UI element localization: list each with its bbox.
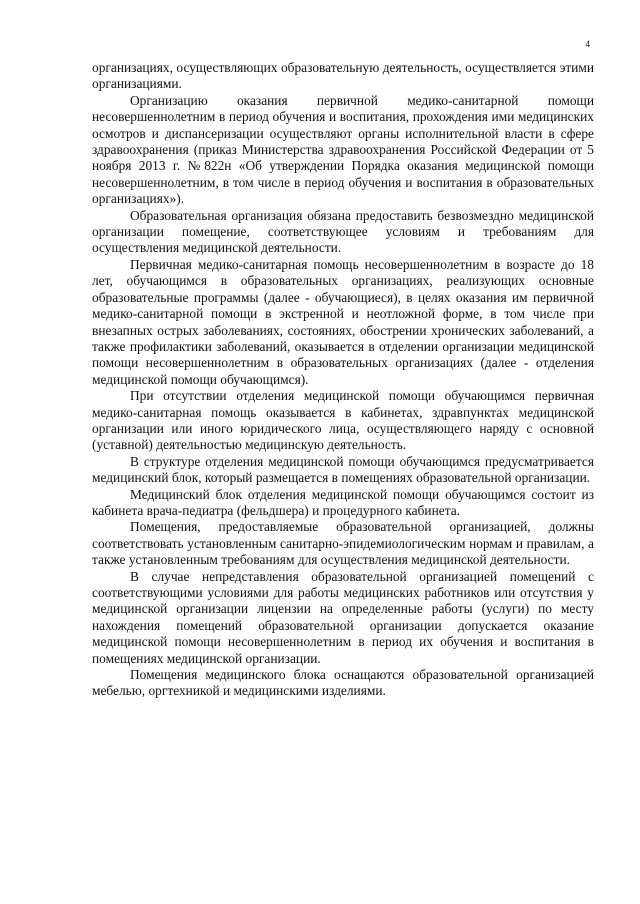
document-body <box>92 60 594 700</box>
paragraph-3: Образовательная организация обязана предоставить безвозмездно медицинской организации помещение, соответствующее условиям и требованиям для осуществления медицинской деятельности. <box>92 207 594 256</box>
paragraph-9: В случае непредставления образовательной организацией помещений с соответствующими условиями для работы медицинских работников или отсутствия у медицинской организации лицензии на определенные работы (услуги) по месту нахождения помещений образовательной организации допускается оказание медицинской помощи несовершеннолетним в период их обучения и воспитания в помещениях медицинской организации. <box>92 568 594 666</box>
paragraph-2: Организацию оказания первичной медико-санитарной помощи несовершеннолетним в период обучения и воспитания, прохождения ими медицинских осмотров и диспансеризации осуществляют органы исполнительной власти в сфере здравоохранения (приказ Министерства здравоохранения Российской Федерации от 5 ноября 2013 г. №822н «Об утверждении Порядка оказания медицинской помощи несовершеннолетним, в том числе в период обучения и воспитания в образовательных организациях»). <box>92 92 594 207</box>
paragraph-4: Первичная медико-санитарная помощь несовершеннолетним в возрасте до 18 лет, обучающимся в образовательных организациях, реализующих основные образовательные программы (далее - обучающиеся), в целях оказания им первичной медико-санитарной помощи в экстренной и неотложной форме, в том числе при внезапных острых заболеваниях, состояниях, обострении хронических заболеваний, а также профилактики заболеваний, оказывается в отделении организации медицинской помощи несовершеннолетним в образовательных организациях (далее - отделения медицинской помощи обучающимся). <box>92 256 594 387</box>
paragraph-10: Помещения медицинского блока оснащаются образовательной организацией мебелью, оргтехникой и медицинскими изделиями. <box>92 667 594 699</box>
paragraph-8: Помещения, предоставляемые образовательной организацией, должны соответствовать установленным санитарно-эпидемиологическим нормам и правилам, а также установленным требованиям для осуществления медицинской деятельности. <box>92 519 594 568</box>
paragraph-1: организациях, осуществляющих образовательную деятельность, осуществляется этими организациями. <box>92 60 594 92</box>
paragraph-6: В структуре отделения медицинской помощи обучающимся предусматривается медицинский блок, который размещается в помещениях образовательной организации. <box>92 453 594 486</box>
paragraph-5: При отсутствии отделения медицинской помощи обучающимся первичная медико-санитарная помощь оказывается в кабинетах, здравпунктах медицинской организации или иного юридического лица, осуществляющего наряду с основной (уставной) деятельностью медицинскую деятельность. <box>92 388 594 453</box>
page-number: 4 <box>585 39 590 49</box>
paragraph-7: Медицинский блок отделения медицинской помощи обучающимся состоит из кабинета врача-педиатра (фельдшера) и процедурного кабинета. <box>92 486 594 518</box>
